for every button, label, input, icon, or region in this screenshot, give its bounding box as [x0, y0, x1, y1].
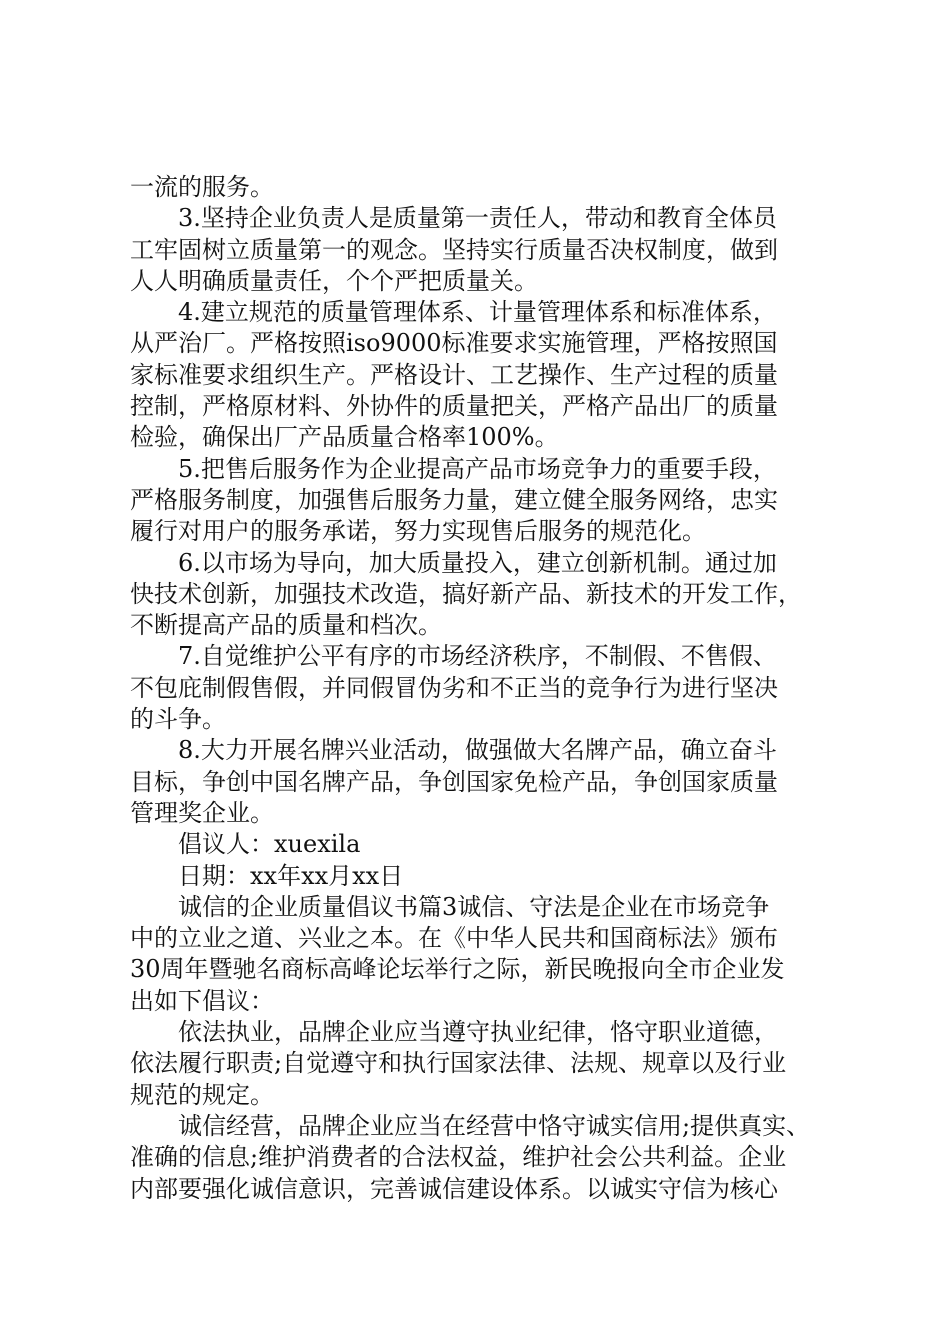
text-line: 管理奖企业。: [130, 798, 274, 827]
text-line: 一流的服务。: [130, 173, 274, 201]
signature-line: 倡议人：xuexila: [178, 830, 361, 859]
text-line: 准确的信息;维护消费者的合法权益，维护社会公共利益。企业: [130, 1143, 787, 1172]
text-line: 4.建立规范的质量管理体系、计量管理体系和标准体系，: [178, 298, 777, 327]
text-line: 30周年暨驰名商标高峰论坛举行之际，新民晚报向全市企业发: [130, 955, 785, 984]
text-line: 8.大力开展名牌兴业活动，做强做大名牌产品，确立奋斗: [178, 736, 777, 765]
text-line: 7.自觉维护公平有序的市场经济秩序，不制假、不售假、: [178, 642, 777, 671]
text-line: 快技术创新，加强技术改造，搞好新产品、新技术的开发工作，: [130, 579, 802, 608]
text-line: 严格服务制度，加强售后服务力量，建立健全服务网络，忠实: [130, 485, 778, 514]
text-line: 从严治厂。严格按照iso9000标准要求实施管理，严格按照国: [130, 329, 778, 358]
text-line: 出如下倡议：: [130, 986, 274, 1015]
text-line: 规范的规定。: [130, 1080, 274, 1109]
text-line: 依法履行职责;自觉遵守和执行国家法律、法规、规章以及行业: [130, 1049, 787, 1078]
text-line: 人人明确质量责任，个个严把质量关。: [130, 266, 538, 295]
date-line: 日期：xx年xx月xx日: [178, 861, 404, 890]
text-line: 的斗争。: [130, 705, 226, 734]
text-line: 检验，确保出厂产品质量合格率100%。: [130, 423, 559, 452]
text-line: 诚信的企业质量倡议书篇3诚信、守法是企业在市场竞争: [178, 892, 770, 921]
text-line: 诚信经营，品牌企业应当在经营中恪守诚实信用;提供真实、: [178, 1111, 811, 1140]
text-line: 内部要强化诚信意识，完善诚信建设体系。以诚实守信为核心: [130, 1174, 778, 1203]
text-line: 5.把售后服务作为企业提高产品市场竞争力的重要手段，: [178, 454, 777, 483]
text-line: 控制，严格原材料、外协件的质量把关，严格产品出厂的质量: [130, 392, 778, 421]
text-line: 中的立业之道、兴业之本。在《中华人民共和国商标法》颁布: [130, 924, 778, 953]
text-line: 不断提高产品的质量和档次。: [130, 611, 442, 640]
text-line: 3.坚持企业负责人是质量第一责任人，带动和教育全体员: [178, 204, 777, 233]
text-line: 家标准要求组织生产。严格设计、工艺操作、生产过程的质量: [130, 360, 778, 389]
text-line: 不包庇制假售假，并同假冒伪劣和不正当的竞争行为进行坚决: [130, 673, 778, 702]
text-line: 工牢固树立质量第一的观念。坚持实行质量否决权制度，做到: [130, 235, 778, 264]
document-body: [130, 172, 830, 1205]
text-line: 6.以市场为导向，加大质量投入，建立创新机制。通过加: [178, 548, 777, 577]
text-line: 依法执业，品牌企业应当遵守执业纪律，恪守职业道德，: [178, 1018, 778, 1047]
text-line: 履行对用户的服务承诺，努力实现售后服务的规范化。: [130, 517, 706, 546]
text-line: 目标，争创中国名牌产品，争创国家免检产品，争创国家质量: [130, 767, 778, 796]
